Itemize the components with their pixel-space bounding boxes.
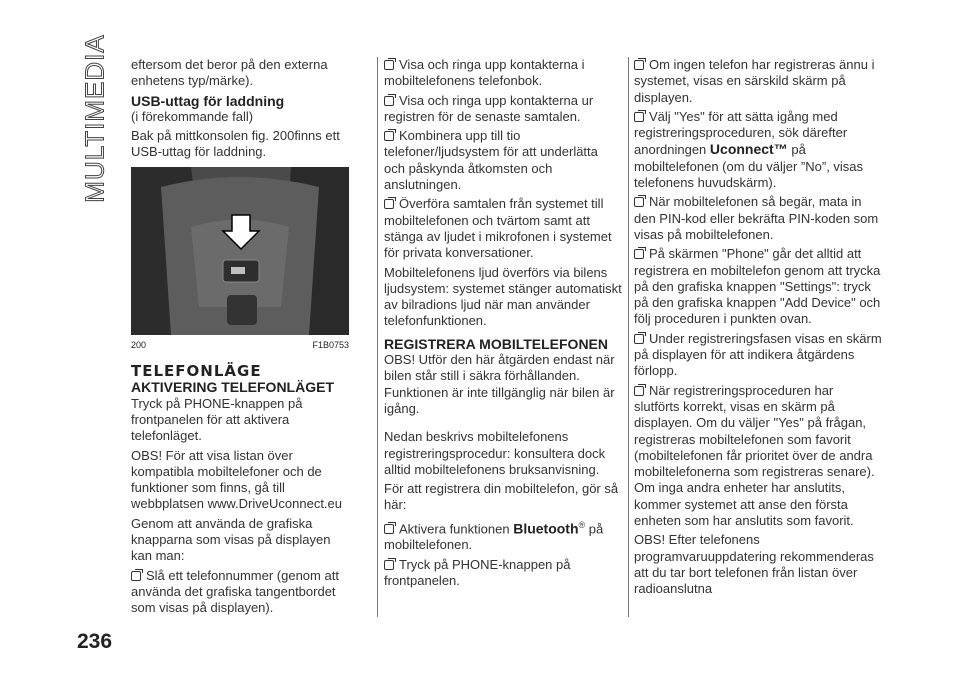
bullet-item: Överföra samtalen från systemet till mobiltelefonen och tvärtom samt att stänga av ljudet i mikrofonen i systemet för privata konversationer.: [384, 196, 612, 261]
checkbox-bullet-icon: [634, 60, 644, 70]
page-number: 236: [77, 630, 113, 653]
bullet-item: Aktivera funktionen Bluetooth® på mobiltelefonen.: [384, 519, 604, 553]
telefonlage-heading: TELEFONLÄGE: [131, 362, 262, 381]
figure-number: 200: [131, 339, 147, 350]
checkbox-bullet-icon: [384, 199, 394, 209]
checkbox-bullet-icon: [384, 96, 394, 106]
usb-note: (i förekommande fall): [131, 108, 254, 124]
paragraph: OBS! Efter telefonens programvaruuppdatering rekommenderas att du tar bort telefonen från listan över radioanslutna: [634, 532, 874, 597]
checkbox-bullet-icon: [634, 112, 644, 122]
bullet-item: Om ingen telefon har registreras ännu i systemet, visas en särskild skärm på displayen.: [634, 57, 875, 105]
figure-code: F1B0753: [312, 339, 349, 350]
paragraph: OBS! För att visa listan över kompatibla mobiltelefoner och de funktioner som finns, gå till webbplatsen www.DriveUconnect.eu: [131, 447, 342, 512]
column-2: [384, 57, 622, 592]
usb-console-illustration: [131, 167, 349, 335]
checkbox-bullet-icon: [131, 571, 141, 581]
bullet-item: Kombinera upp till tio telefoner/ljudsystem för att underlätta och påskynda åtkomsten och anslutningen.: [384, 128, 598, 193]
paragraph: Tryck på PHONE-knappen på frontpanelen för att aktivera telefonläget.: [131, 395, 303, 444]
bullet-item: När mobiltelefonen så begär, mata in den PIN-kod eller bekräfta PIN-koden som visas på mobiltelefonen.: [634, 194, 879, 242]
registrera-heading: REGISTRERA MOBILTELEFONEN: [384, 335, 608, 352]
paragraph: Genom att använda de grafiska knapparna som visas på displayen kan man:: [131, 515, 331, 564]
paragraph: eftersom det beror på den externa enhetens typ/märke).: [131, 57, 328, 89]
checkbox-bullet-icon: [634, 197, 644, 207]
column-divider: [377, 57, 378, 617]
bullet-item: När registreringsproceduren har slutförts korrekt, visas en skärm på displayen. Om du väljer "Yes" på frågan, registreras mobiltelefonen som favorit (mobiltelefonen får prioritet över de andra mobiltelefonerna som registreras senare). Om inga andra enheter har anslutits, kommer systemet att anse den första enheten som har anslutits som favorit.: [634, 382, 875, 529]
paragraph: För att registrera din mobiltelefon, gör så här:: [384, 481, 619, 513]
bullet-item: Under registreringsfasen visas en skärm på displayen för att indikera åtgärdens förlopp.: [634, 330, 882, 379]
bullet-item: Visa och ringa upp kontakterna ur registren för de senaste samtalen.: [384, 92, 594, 124]
checkbox-bullet-icon: [634, 386, 644, 396]
checkbox-bullet-icon: [634, 334, 644, 344]
column-3: [634, 57, 882, 601]
aktivering-heading: AKTIVERING TELEFONLÄGET: [131, 379, 334, 396]
checkbox-bullet-icon: [634, 249, 644, 259]
bullet-item: På skärmen "Phone" går det alltid att registrera en mobiltelefon genom att trycka på den grafiska knappen "Settings": tryck på den grafiska knappen "Add Device" och följ proceduren i punkten ovan.: [634, 246, 881, 327]
paragraph: OBS! Utför den här åtgärden endast när bilen står still i säkra förhållanden. Funktionen är inte tillgänglig när bilen är igång.: [384, 352, 615, 416]
paragraph: Mobiltelefonens ljud överförs via bilens ljudsystem: systemet stänger automatiskt av bilradions ljud när man använder telefonfunktionen.: [384, 264, 622, 329]
checkbox-bullet-icon: [384, 524, 394, 534]
figure-usb-console: [131, 167, 349, 335]
column-1: [131, 57, 349, 620]
section-side-tab: [79, 33, 110, 203]
bullet-item: Visa och ringa upp kontakterna i mobiltelefonens telefonbok.: [384, 57, 585, 89]
bullet-item: Tryck på PHONE-knappen på frontpanelen.: [384, 556, 571, 588]
bullet-item: Välj "Yes" för att sätta igång med registreringsproceduren, sök därefter anordningen Uconnect™ på mobiltelefonen (om du väljer ”No”, visas telefonens huvudskärm).: [634, 108, 864, 191]
column-divider: [628, 57, 629, 617]
checkbox-bullet-icon: [384, 131, 394, 141]
section-title: MULTIMEDIA: [79, 33, 110, 203]
usb-heading: USB-uttag för laddning: [131, 92, 285, 109]
checkbox-bullet-icon: [384, 60, 394, 70]
paragraph: Nedan beskrivs mobiltelefonens registreringsprocedur: konsultera dock alltid mobiltelefonens bruksanvisning.: [384, 429, 606, 477]
checkbox-bullet-icon: [384, 560, 394, 570]
bullet-item: Slå ett telefonnummer (genom att använda det grafiska tangentbordet som visas på displayen).: [131, 567, 339, 616]
usb-text: Bak på mittkonsolen fig. 200finns ett USB-uttag för laddning.: [131, 128, 340, 160]
figure-caption: [131, 337, 349, 353]
